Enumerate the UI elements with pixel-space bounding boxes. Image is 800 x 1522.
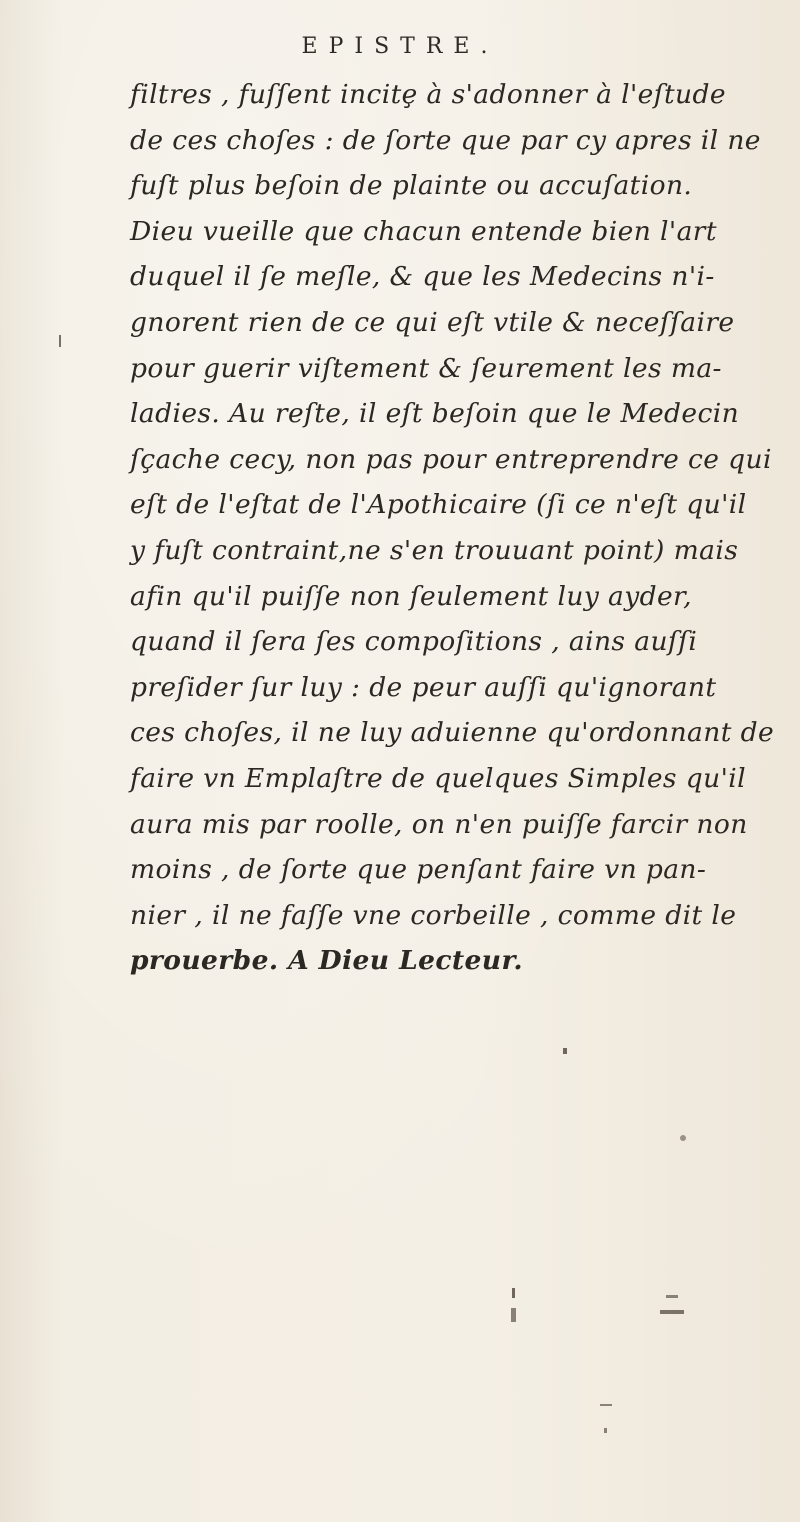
text-line: pour guerir viſtement & ſeurement les ma-: [130, 352, 722, 384]
paper-speck: [660, 1310, 684, 1314]
page-header-title: EPISTRE.: [301, 34, 499, 59]
text-line: preſider ſur luy : de peur auſſi qu'ignorant: [130, 671, 717, 703]
text-line: fuſt plus beſoin de plainte ou accuſation.: [130, 170, 693, 202]
text-line: moins , de ſorte que penſant faire vn pan-: [130, 854, 707, 886]
text-line: ladies. Au reſte, il eſt beſoin que le Medecin: [130, 398, 740, 430]
text-line: ſçache cecy, non pas pour entreprendre ce qui: [130, 443, 772, 475]
paper-speck: [604, 1428, 607, 1433]
paper-speck: [512, 1288, 515, 1298]
text-line: nier , il ne faſſe vne corbeille , comme dit le: [130, 899, 737, 931]
paper-speck: [600, 1404, 612, 1406]
text-line: afin qu'il puiſſe non ſeulement luy ayder,: [130, 580, 693, 612]
text-line: faire vn Emplaſtre de quelques Simples qu'il: [130, 762, 747, 794]
text-line: eſt de l'eſtat de l'Apothicaire (ſi ce n'eſt qu'il: [130, 489, 747, 521]
text-line: gnorent rien de ce qui eſt vtile & neceſſaire: [130, 306, 735, 338]
margin-mark: [59, 335, 61, 347]
text-line: filtres , fuſſent incitȩ à s'adonner à l'eſtude: [130, 79, 726, 110]
paper-speck: [666, 1295, 678, 1298]
text-line: aura mis par roolle, on n'en puiſſe farcir non: [130, 808, 748, 840]
text-line: y fuſt contraint,ne s'en trouuant point) mais: [130, 534, 739, 566]
paper-speck: [680, 1135, 686, 1141]
text-line: de ces choſes : de ſorte que par cy apres il ne: [130, 124, 761, 156]
text-line: prouerbe. A Dieu Lecteur.: [130, 945, 524, 977]
text-line: Dieu vueille que chacun entende bien l'art: [130, 215, 717, 247]
body-text: [130, 72, 790, 984]
text-line: ces choſes, il ne luy aduienne qu'ordonnant de: [130, 717, 775, 749]
text-line: quand il ſera ſes compoſitions , ains auſſi: [130, 626, 698, 658]
paper-speck: [563, 1048, 567, 1054]
text-line: duquel il ſe meſle, & que les Medecins n'i-: [130, 261, 715, 293]
paper-speck: [511, 1308, 516, 1322]
